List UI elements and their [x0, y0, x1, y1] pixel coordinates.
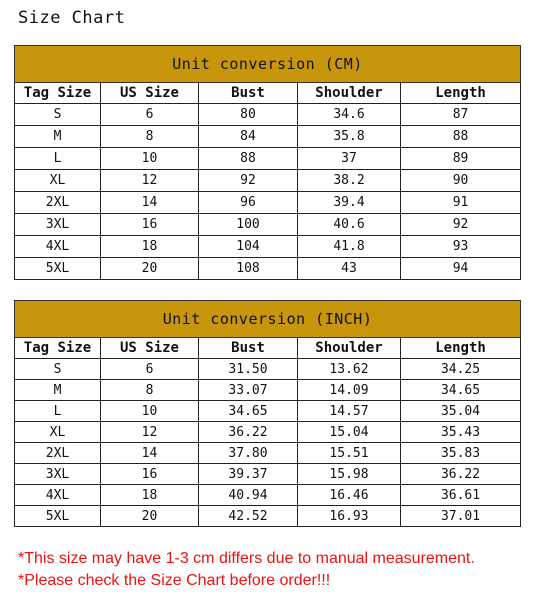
cell-length: 93: [401, 236, 521, 258]
cell-shoulder: 43: [298, 258, 401, 280]
size-table-inch: [14, 300, 521, 527]
cell-us-size: 8: [101, 126, 199, 148]
cell-bust: 88: [199, 148, 298, 170]
cell-tag-size: L: [15, 401, 101, 422]
cell-us-size: 14: [101, 192, 199, 214]
cell-shoulder: 39.4: [298, 192, 401, 214]
cell-shoulder: 14.09: [298, 380, 401, 401]
cell-tag-size: 3XL: [15, 214, 101, 236]
cell-bust: 92: [199, 170, 298, 192]
cell-tag-size: L: [15, 148, 101, 170]
table-row: [15, 485, 521, 506]
column-header-us-size: US Size: [101, 338, 199, 359]
cell-shoulder: 13.62: [298, 359, 401, 380]
cell-us-size: 12: [101, 422, 199, 443]
cell-shoulder: 35.8: [298, 126, 401, 148]
cell-length: 91: [401, 192, 521, 214]
cell-shoulder: 14.57: [298, 401, 401, 422]
cell-tag-size: 4XL: [15, 485, 101, 506]
cell-length: 35.04: [401, 401, 521, 422]
table-row: [15, 148, 521, 170]
cell-us-size: 8: [101, 380, 199, 401]
cell-shoulder: 16.46: [298, 485, 401, 506]
cell-tag-size: S: [15, 359, 101, 380]
cell-shoulder: 41.8: [298, 236, 401, 258]
table-row: [15, 359, 521, 380]
column-header-tag-size: Tag Size: [15, 83, 101, 104]
cell-bust: 42.52: [199, 506, 298, 527]
cell-us-size: 14: [101, 443, 199, 464]
note-measurement: *This size may have 1-3 cm differs due to manual measurement.: [18, 550, 475, 567]
column-header-bust: Bust: [199, 338, 298, 359]
cell-length: 34.65: [401, 380, 521, 401]
cell-tag-size: M: [15, 380, 101, 401]
cell-us-size: 18: [101, 236, 199, 258]
cell-tag-size: XL: [15, 422, 101, 443]
cell-shoulder: 15.51: [298, 443, 401, 464]
size-table-cm: [14, 45, 521, 280]
page-title: Size Chart: [18, 8, 126, 28]
header-row: [15, 338, 521, 359]
table-row: [15, 104, 521, 126]
cell-bust: 34.65: [199, 401, 298, 422]
cell-length: 35.83: [401, 443, 521, 464]
cell-tag-size: 5XL: [15, 506, 101, 527]
cell-us-size: 20: [101, 258, 199, 280]
table-row: [15, 422, 521, 443]
cell-us-size: 16: [101, 464, 199, 485]
cell-bust: 40.94: [199, 485, 298, 506]
table-row: [15, 464, 521, 485]
cell-length: 88: [401, 126, 521, 148]
cell-bust: 84: [199, 126, 298, 148]
column-header-tag-size: Tag Size: [15, 338, 101, 359]
table-row: [15, 170, 521, 192]
table-row: [15, 192, 521, 214]
cell-shoulder: 15.04: [298, 422, 401, 443]
table-row: [15, 380, 521, 401]
cell-length: 94: [401, 258, 521, 280]
cell-us-size: 20: [101, 506, 199, 527]
cell-length: 37.01: [401, 506, 521, 527]
cell-tag-size: S: [15, 104, 101, 126]
cell-shoulder: 40.6: [298, 214, 401, 236]
table-row: [15, 401, 521, 422]
column-header-shoulder: Shoulder: [298, 83, 401, 104]
cell-length: 92: [401, 214, 521, 236]
header-row: [15, 83, 521, 104]
cell-us-size: 6: [101, 104, 199, 126]
cell-bust: 108: [199, 258, 298, 280]
table-caption: Unit conversion (INCH): [15, 301, 521, 338]
cell-bust: 96: [199, 192, 298, 214]
cell-us-size: 10: [101, 148, 199, 170]
cell-bust: 33.07: [199, 380, 298, 401]
cell-length: 36.22: [401, 464, 521, 485]
table-caption: Unit conversion (CM): [15, 46, 521, 83]
cell-length: 35.43: [401, 422, 521, 443]
cell-bust: 37.80: [199, 443, 298, 464]
cell-bust: 36.22: [199, 422, 298, 443]
table-row: [15, 214, 521, 236]
cell-bust: 104: [199, 236, 298, 258]
cell-tag-size: XL: [15, 170, 101, 192]
cell-bust: 39.37: [199, 464, 298, 485]
cell-shoulder: 37: [298, 148, 401, 170]
cell-tag-size: 5XL: [15, 258, 101, 280]
cell-length: 36.61: [401, 485, 521, 506]
notes: [18, 548, 538, 592]
cell-tag-size: M: [15, 126, 101, 148]
caption-row: [15, 46, 521, 83]
cell-shoulder: 34.6: [298, 104, 401, 126]
column-header-us-size: US Size: [101, 83, 199, 104]
column-header-shoulder: Shoulder: [298, 338, 401, 359]
cell-tag-size: 3XL: [15, 464, 101, 485]
cell-shoulder: 38.2: [298, 170, 401, 192]
cell-length: 90: [401, 170, 521, 192]
cell-shoulder: 16.93: [298, 506, 401, 527]
caption-row: [15, 301, 521, 338]
cell-us-size: 6: [101, 359, 199, 380]
column-header-length: Length: [401, 338, 521, 359]
table-row: [15, 506, 521, 527]
cell-tag-size: 2XL: [15, 192, 101, 214]
cell-us-size: 10: [101, 401, 199, 422]
cell-length: 89: [401, 148, 521, 170]
column-header-length: Length: [401, 83, 521, 104]
cell-bust: 31.50: [199, 359, 298, 380]
cell-length: 87: [401, 104, 521, 126]
table-row: [15, 443, 521, 464]
table-row: [15, 126, 521, 148]
cell-us-size: 16: [101, 214, 199, 236]
column-header-bust: Bust: [199, 83, 298, 104]
cell-us-size: 18: [101, 485, 199, 506]
table-row: [15, 236, 521, 258]
cell-tag-size: 2XL: [15, 443, 101, 464]
cell-bust: 100: [199, 214, 298, 236]
table-row: [15, 258, 521, 280]
cell-tag-size: 4XL: [15, 236, 101, 258]
cell-length: 34.25: [401, 359, 521, 380]
cell-bust: 80: [199, 104, 298, 126]
note-check: *Please check the Size Chart before order!!!: [18, 572, 331, 589]
cell-us-size: 12: [101, 170, 199, 192]
cell-shoulder: 15.98: [298, 464, 401, 485]
